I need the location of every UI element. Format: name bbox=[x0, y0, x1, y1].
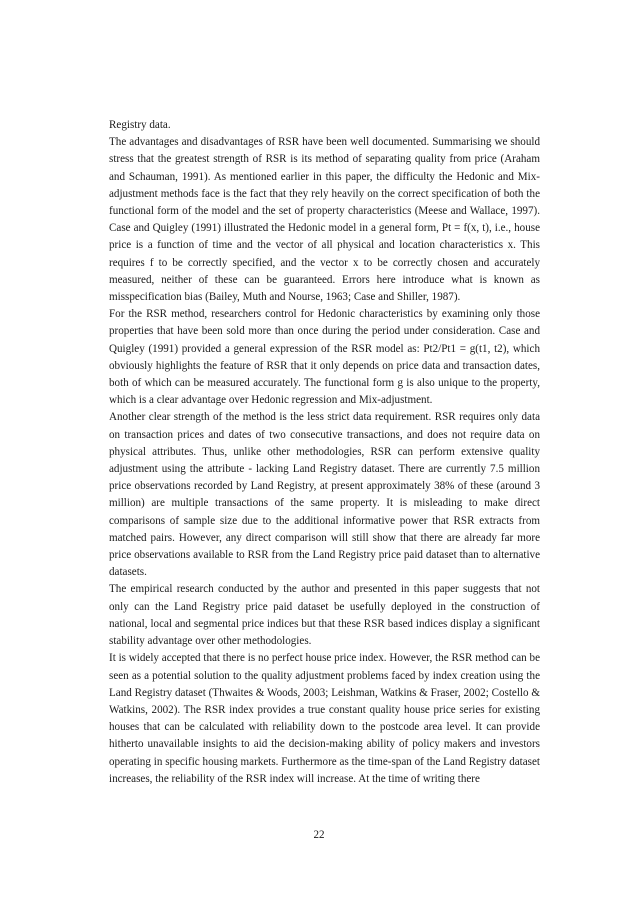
paragraph-rsr-method: For the RSR method, researchers control for Hedonic characteristics by examining only those properties that have been sold more than once during the period under consideration. Case and Quigley (1991) provided a general expression of the RSR model as: Pt2/Pt1 = g(t1, t2), which obviously highlights the feature of RSR that it only depends on price data and transaction dates, both of which can be measured accurately. The functional form g is also unique to the property, which is a clear advantage over Hedonic regression and Mix-adjustment. bbox=[109, 308, 540, 407]
paragraph-data-requirement: Another clear strength of the method is the less strict data requirement. RSR requires only data on transaction prices and dates of two consecutive transactions, and does not require data on physical attributes. Thus, unlike other methodologies, RSR can perform extensive quality adjustment using the attribute - lacking Land Registry dataset. There are currently 7.5 million price observations recorded by Land Registry, at present approximately 38% of these (around 3 million) are multiple transactions of the same property. It is misleading to make direct comparisons of sample size due to the additional informative power that RSR extracts from matched pairs. However, any direct comparison will still show that there are already far more price observations available to RSR from the Land Registry price paid dataset than to alternative datasets. bbox=[109, 411, 540, 579]
body-text bbox=[109, 117, 540, 788]
page-number: 22 bbox=[313, 829, 325, 841]
paragraph-registry-data: Registry data. bbox=[109, 119, 171, 131]
paragraph-advantages: The advantages and disadvantages of RSR have been well documented. Summarising we should stress that the greatest strength of RSR is its method of separating quality from price (Araham and Schauman, 1991). As mentioned earlier in this paper, the difficulty the Hedonic and Mix-adjustment methods face is the fact that they rely heavily on the correct specification of both the functional form of the model and the set of property characteristics (Meese and Wallace, 1997). Case and Quigley (1991) illustrated the Hedonic model in a general form, Pt = f(x, t), i.e., house price is a function of time and the vector of all physical and location characteristics x. This requires f to be correctly specified, and the vector x to be correctly chosen and accurately measured, neither of these can be guaranteed. Errors here introduce what is known as misspecification bias (Bailey, Muth and Nourse, 1963; Case and Shiller, 1987). bbox=[109, 136, 540, 304]
paragraph-perfect-index: It is widely accepted that there is no perfect house price index. However, the RSR method can be seen as a potential solution to the quality adjustment problems faced by index creation using the Land Registry dataset (Thwaites & Woods, 2003; Leishman, Watkins & Fraser, 2002; Costello & Watkins, 2002). The RSR index provides a true constant quality house price series for existing houses that can be calculated with reliability down to the postcode area level. It can provide hitherto unavailable insights to aid the decision-making ability of policy makers and investors operating in specific housing markets. Furthermore as the time-span of the Land Registry dataset increases, the reliability of the RSR index will increase. At the time of writing there bbox=[109, 652, 540, 785]
paragraph-empirical-research: The empirical research conducted by the author and presented in this paper suggests that not only can the Land Registry price paid dataset be usefully deployed in the construction of national, local and segmental price indices but that these RSR based indices display a significant stability advantage over other methodologies. bbox=[109, 583, 540, 648]
